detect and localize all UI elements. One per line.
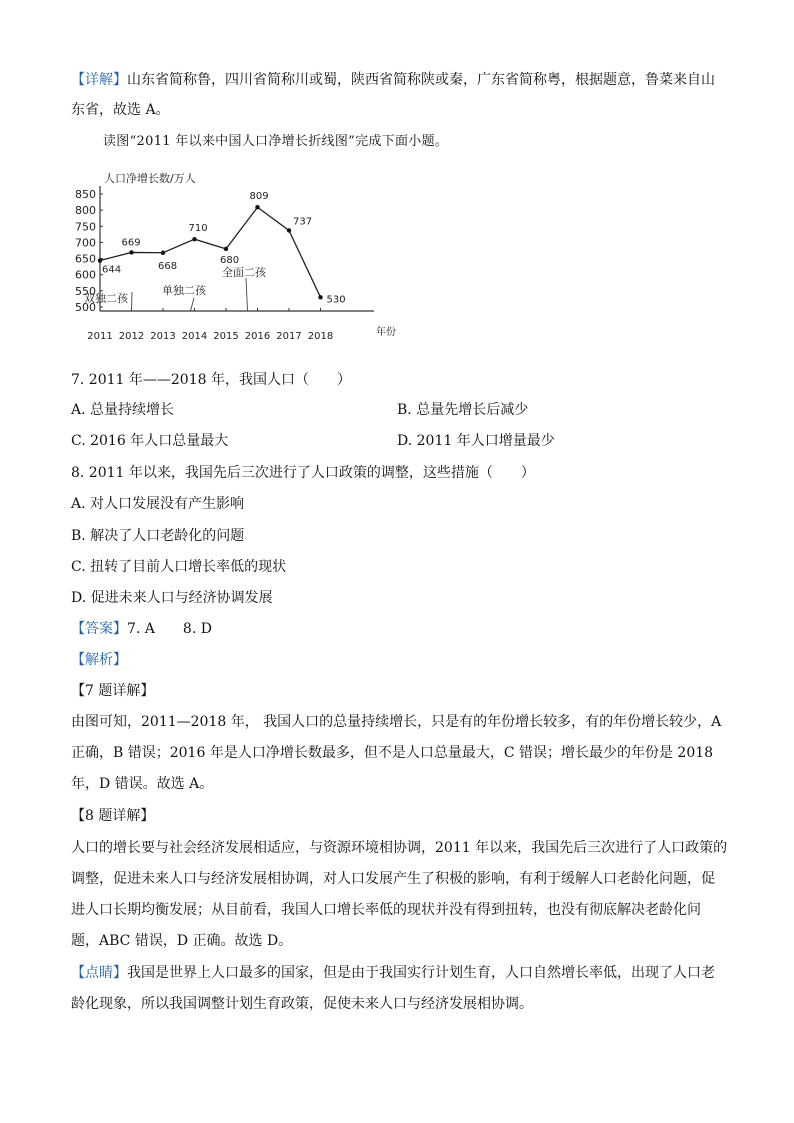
detail8-tag: 【8 题详解】 bbox=[71, 808, 155, 824]
detail8-line-3: 进人口长期均衡发展；从目前看，我国人口增长率低的现状并没有得到扭转，也没有彻底解决老龄化问 bbox=[71, 902, 701, 918]
data-point bbox=[224, 247, 228, 251]
policy-annotation: 单独二孩 bbox=[162, 284, 206, 297]
x-tick-label: 2012 bbox=[118, 331, 145, 342]
annotation-leader bbox=[191, 298, 195, 311]
q8-option-b: B. 解决了人口老龄化的问题 bbox=[71, 528, 245, 544]
y-tick-label: 600 bbox=[75, 268, 96, 282]
q8-option-d: D. 促进未来人口与经济协调发展 bbox=[71, 590, 273, 606]
comment-tag: 【点睛】 bbox=[71, 965, 127, 981]
y-tick-label: 800 bbox=[75, 204, 96, 218]
y-tick-label: 750 bbox=[75, 220, 96, 234]
q7-option-b: B. 总量先增长后减少 bbox=[397, 402, 529, 418]
q7-stem: 7. 2011 年——2018 年，我国人口（ ） bbox=[71, 372, 351, 388]
data-point bbox=[161, 251, 165, 255]
x-tick-label: 2018 bbox=[307, 331, 334, 342]
data-label: 530 bbox=[326, 294, 346, 306]
analysis-tag: 【解析】 bbox=[71, 652, 127, 668]
data-label: 668 bbox=[158, 260, 178, 272]
y-tick-label: 850 bbox=[75, 188, 96, 201]
data-point bbox=[192, 237, 196, 241]
detail8-line-1: 人口的增长要与社会经济发展相适应，与资源环境相协调，2011 年以来，我国先后三次进行了人口政策的 bbox=[71, 840, 728, 856]
data-label: 680 bbox=[220, 254, 240, 266]
detail8-line-4: 题，ABC 错误，D 正确。故选 D。 bbox=[71, 933, 293, 949]
annotation-leader bbox=[132, 292, 133, 311]
population-growth-chart bbox=[74, 164, 414, 346]
comment-line-1: 【点睛】我国是世界上人口最多的国家，但是由于我国实行计划生育，人口自然增长率低，出现了人口老 bbox=[71, 965, 715, 981]
answer-tag: 【答案】 bbox=[71, 621, 127, 637]
policy-annotation: 双独二孩 bbox=[84, 292, 128, 305]
data-point bbox=[129, 250, 133, 254]
data-label: 710 bbox=[188, 223, 208, 235]
detail7-line-1: 由图可知，2011—2018 年， 我国人口的总量持续增长，只是有的年份增长较多，有的年份增长较少，A bbox=[71, 714, 722, 730]
data-label: 737 bbox=[293, 216, 313, 228]
x-tick-label: 2016 bbox=[244, 331, 271, 342]
q7-option-c: C. 2016 年人口总量最大 bbox=[71, 433, 229, 449]
data-label: 644 bbox=[102, 264, 122, 276]
x-tick-label: 2013 bbox=[150, 331, 176, 342]
q8-stem: 8. 2011 年以来，我国先后三次进行了人口政策的调整，这些措施（ ） bbox=[71, 465, 535, 481]
detail-tag: 【详解】 bbox=[71, 72, 127, 88]
data-label: 669 bbox=[121, 237, 141, 249]
comment-line-2: 龄化现象，所以我国调整计划生育政策，促使未来人口与经济发展相协调。 bbox=[71, 996, 533, 1012]
y-tick-label: 500 bbox=[75, 301, 96, 314]
detail7-line-3: 年，D 错误。故选 A。 bbox=[71, 776, 214, 792]
answer-line bbox=[71, 619, 212, 639]
detail-line-1: 【详解】山东省简称鲁，四川省简称川或蜀，陕西省简称陕或秦，广东省简称粤，根据题意，鲁菜来自山 bbox=[71, 72, 715, 88]
y-axis-label: 人口净增长数/万人 bbox=[104, 172, 196, 185]
data-point bbox=[318, 295, 322, 299]
data-point bbox=[98, 258, 102, 262]
detail7-tag: 【7 题详解】 bbox=[71, 683, 155, 699]
answer-text: 7. A 8. D bbox=[127, 621, 212, 637]
data-point bbox=[255, 205, 259, 209]
annotation-leader bbox=[246, 278, 248, 311]
q7-option-a: A. 总量持续增长 bbox=[71, 402, 175, 418]
detail-line-2: 东省，故选 A。 bbox=[71, 102, 170, 118]
data-point bbox=[287, 228, 291, 232]
y-tick-label: 650 bbox=[75, 252, 96, 266]
chart-intro: 读图“2011 年以来中国人口净增长折线图”完成下面小题。 bbox=[103, 134, 449, 149]
q8-option-c: C. 扭转了目前人口增长率低的现状 bbox=[71, 559, 287, 575]
y-tick-label: 700 bbox=[75, 236, 96, 250]
x-tick-label: 2015 bbox=[213, 331, 239, 342]
x-axis-label: 年份 bbox=[376, 327, 396, 338]
y-tick-label: 550 bbox=[75, 284, 96, 298]
detail8-line-2: 调整，促进未来人口与经济发展相协调，对人口发展产生了积极的影响，有利于缓解人口老龄化问题，促 bbox=[71, 871, 715, 887]
q8-option-a: A. 对人口发展没有产生影响 bbox=[71, 496, 245, 512]
detail7-line-2: 正确，B 错误；2016 年是人口净增长数最多，但不是人口总量最大，C 错误；增长最少的年份是 2018 bbox=[71, 745, 714, 761]
policy-annotation: 全面二孩 bbox=[222, 266, 266, 279]
x-tick-label: 2017 bbox=[276, 331, 302, 342]
x-tick-label: 2011 bbox=[87, 331, 113, 342]
q7-option-d: D. 2011 年人口增量最少 bbox=[397, 433, 555, 449]
x-tick-label: 2014 bbox=[181, 331, 208, 342]
data-label: 809 bbox=[249, 191, 269, 203]
